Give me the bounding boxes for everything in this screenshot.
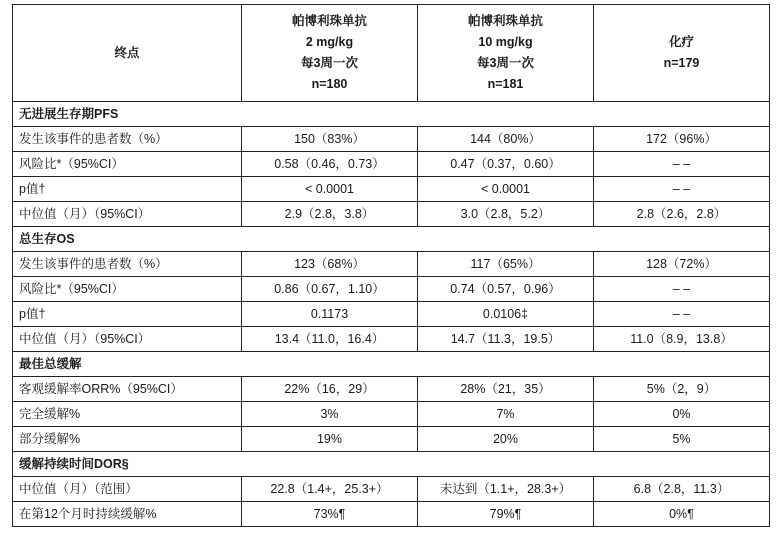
table-cell: 144（80%）: [418, 127, 594, 152]
header-line: 10 mg/kg: [478, 35, 533, 49]
row-label: 发生该事件的患者数（%）: [13, 252, 242, 277]
table-cell: 117（65%）: [418, 252, 594, 277]
table-row: [13, 152, 770, 177]
row-label: 风险比*（95%CI）: [13, 152, 242, 177]
header-line: 每3周一次: [477, 56, 534, 70]
section-title: 缓解持续时间DOR§: [13, 452, 770, 477]
row-label: 在第12个月时持续缓解%: [13, 502, 242, 527]
table-cell: 2.8（2.6，2.8）: [594, 202, 770, 227]
table-row: [13, 327, 770, 352]
row-label: p值†: [13, 177, 242, 202]
table-cell: 0.1173: [242, 302, 418, 327]
header-line: 化疗: [668, 35, 694, 49]
table-row: [13, 477, 770, 502]
section-header-row: [13, 102, 770, 127]
row-label: 中位值（月）（95%CI）: [13, 327, 242, 352]
table-cell: 0.58（0.46，0.73）: [242, 152, 418, 177]
table-cell: 11.0（8.9，13.8）: [594, 327, 770, 352]
table-cell: – –: [594, 152, 770, 177]
table-cell: 0.0106‡: [418, 302, 594, 327]
header-pembrolizumab-10mg: [418, 5, 594, 102]
header-pembrolizumab-2mg: [242, 5, 418, 102]
header-line: 每3周一次: [301, 56, 358, 70]
table-row: [13, 277, 770, 302]
row-label: 中位值（月）（范围）: [13, 477, 242, 502]
table-cell: 3%: [242, 402, 418, 427]
table-row: [13, 402, 770, 427]
section-header-row: [13, 452, 770, 477]
table-row: [13, 177, 770, 202]
table-cell: 22%（16，29）: [242, 377, 418, 402]
table-cell: 150（83%）: [242, 127, 418, 152]
section-title: 最佳总缓解: [13, 352, 770, 377]
section-title: 总生存OS: [13, 227, 770, 252]
table-row: [13, 127, 770, 152]
table-cell: 未达到（1.1+，28.3+）: [418, 477, 594, 502]
row-label: 客观缓解率ORR%（95%CI）: [13, 377, 242, 402]
table-body: [13, 102, 770, 527]
table-cell: 14.7（11.3，19.5）: [418, 327, 594, 352]
table-cell: 0.74（0.57，0.96）: [418, 277, 594, 302]
row-label: 中位值（月）（95%CI）: [13, 202, 242, 227]
table-cell: 2.9（2.8，3.8）: [242, 202, 418, 227]
table-row: [13, 427, 770, 452]
section-title: 无进展生存期PFS: [13, 102, 770, 127]
table-cell: 3.0（2.8，5.2）: [418, 202, 594, 227]
header-line: 帕博利珠单抗: [467, 14, 543, 28]
results-table-container: [12, 4, 770, 527]
table-cell: 13.4（11.0，16.4）: [242, 327, 418, 352]
table-row: [13, 502, 770, 527]
table-cell: 20%: [418, 427, 594, 452]
table-cell: 5%: [594, 427, 770, 452]
table-cell: 128（72%）: [594, 252, 770, 277]
table-cell: 79%¶: [418, 502, 594, 527]
table-cell: 7%: [418, 402, 594, 427]
table-cell: 0%: [594, 402, 770, 427]
table-cell: 0.86（0.67，1.10）: [242, 277, 418, 302]
table-cell: 6.8（2.8，11.3）: [594, 477, 770, 502]
table-cell: 0.47（0.37，0.60）: [418, 152, 594, 177]
row-label: 部分缓解%: [13, 427, 242, 452]
table-cell: 0%¶: [594, 502, 770, 527]
row-label: 风险比*（95%CI）: [13, 277, 242, 302]
table-cell: 22.8（1.4+，25.3+）: [242, 477, 418, 502]
header-line: n=180: [311, 77, 348, 91]
table-cell: – –: [594, 177, 770, 202]
table-row: [13, 202, 770, 227]
table-cell: 73%¶: [242, 502, 418, 527]
table-cell: 123（68%）: [242, 252, 418, 277]
table-cell: 5%（2，9）: [594, 377, 770, 402]
table-row: [13, 377, 770, 402]
header-endpoint: 终点: [13, 5, 242, 102]
table-row: [13, 302, 770, 327]
header-chemotherapy: [594, 5, 770, 102]
row-label: 完全缓解%: [13, 402, 242, 427]
table-cell: < 0.0001: [242, 177, 418, 202]
table-cell: < 0.0001: [418, 177, 594, 202]
header-line: n=179: [663, 56, 700, 70]
table-cell: 19%: [242, 427, 418, 452]
table-cell: – –: [594, 277, 770, 302]
header-line: n=181: [487, 77, 524, 91]
table-row: [13, 252, 770, 277]
header-line: 帕博利珠单抗: [291, 14, 367, 28]
section-header-row: [13, 352, 770, 377]
row-label: p值†: [13, 302, 242, 327]
efficacy-results-table: [12, 4, 770, 527]
header-line: 2 mg/kg: [305, 35, 354, 49]
table-cell: 28%（21，35）: [418, 377, 594, 402]
table-cell: – –: [594, 302, 770, 327]
row-label: 发生该事件的患者数（%）: [13, 127, 242, 152]
table-header-row: [13, 5, 770, 102]
table-cell: 172（96%）: [594, 127, 770, 152]
section-header-row: [13, 227, 770, 252]
